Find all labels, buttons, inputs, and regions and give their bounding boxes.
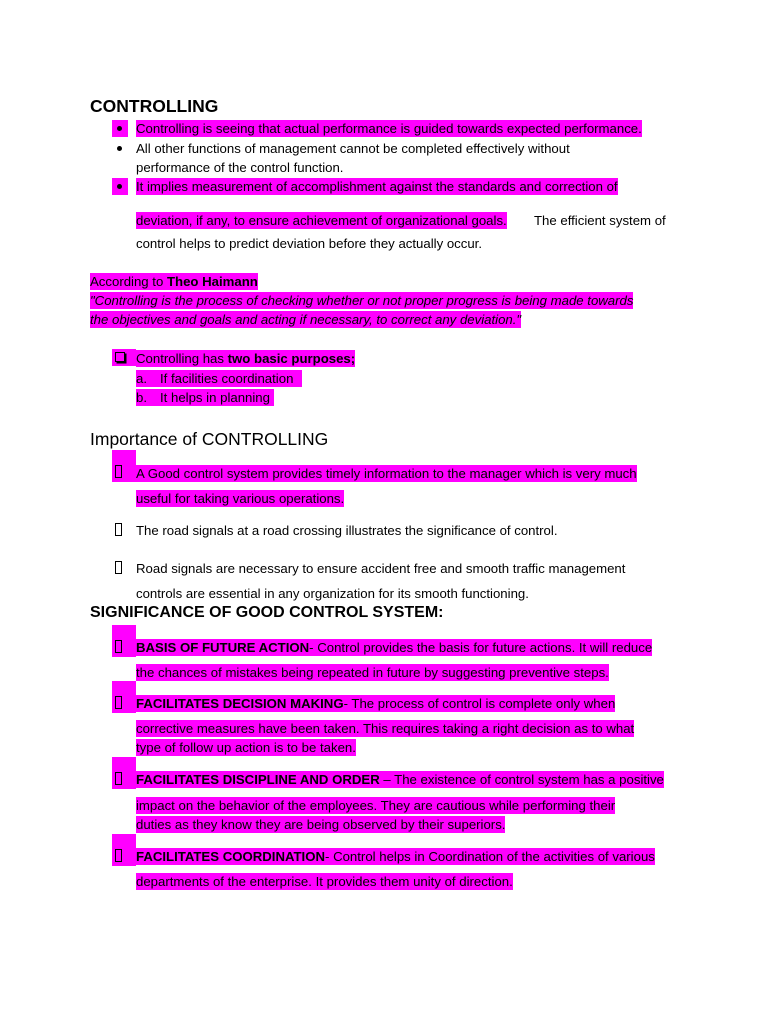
bullet3-text-last: control helps to predict deviation before they actually occur. <box>136 236 483 251</box>
bullet-glyph-icon <box>115 640 122 653</box>
importance1-text-cont: useful for taking various operations. <box>136 491 345 506</box>
heading-controlling: CONTROLLING <box>90 96 219 116</box>
significance1-text-cont: the chances of mistakes being repeated in future by suggesting preventive steps. <box>136 665 609 680</box>
importance3-text: Road signals are necessary to ensure accident free and smooth traffic management <box>136 561 626 576</box>
bullet3-text: It implies measurement of accomplishment against the standards and correction of <box>136 179 618 194</box>
significance3-text: FACILITATES DISCIPLINE AND ORDER – The existence of control system has a positive <box>136 772 664 787</box>
checkbox-bullet-icon <box>115 352 125 362</box>
quote-author: Theo Haimann <box>166 274 258 289</box>
significance2-text-cont: corrective measures have been taken. This requires taking a right decision as to what <box>136 721 635 736</box>
bullet-glyph-icon <box>115 465 122 478</box>
heading-significance: SIGNIFICANCE OF GOOD CONTROL SYSTEM: <box>90 604 444 621</box>
bullet-glyph-icon <box>115 523 122 536</box>
quote-line2: the objectives and goals and acting if necessary, to correct any deviation." <box>90 312 522 327</box>
quote-intro: According to Theo Haimann <box>90 274 258 289</box>
bullet2-text-cont: performance of the control function. <box>136 160 344 175</box>
heading-importance: Importance of CONTROLLING <box>90 429 329 449</box>
significance4-text: FACILITATES COORDINATION- Control helps in Coordination of the activities of various <box>136 849 655 864</box>
significance3-text-last: duties as they know they are being observed by their superiors. <box>136 817 506 832</box>
bullet-dot <box>117 126 122 131</box>
significance1-text: BASIS OF FUTURE ACTION- Control provides the basis for future actions. It will reduce <box>136 640 653 655</box>
bullet3-text-plain: The efficient system of <box>534 213 666 228</box>
bullet-glyph-icon <box>115 561 122 574</box>
significance3-text-cont: impact on the behavior of the employees. They are cautious while performing their <box>136 798 616 813</box>
bullet2-text: All other functions of management cannot be completed effectively without <box>136 141 570 156</box>
significance4-text-cont: departments of the enterprise. It provides them unity of direction. <box>136 874 513 889</box>
bullet-glyph-icon <box>115 772 122 785</box>
bullet3-text-cont: deviation, if any, to ensure achievement of organizational goals. <box>136 213 507 228</box>
purpose-item-a: a. If facilities coordination <box>136 370 302 387</box>
purposes-text: Controlling has two basic purposes; <box>136 351 356 366</box>
bullet-glyph-icon <box>115 696 122 709</box>
significance2-text-last: type of follow up action is to be taken. <box>136 740 356 755</box>
bullet1-text: Controlling is seeing that actual performance is guided towards expected performance. <box>136 121 642 136</box>
importance1-text: A Good control system provides timely information to the manager which is very much <box>136 466 637 481</box>
importance2-text: The road signals at a road crossing illustrates the significance of control. <box>136 523 558 538</box>
significance2-text: FACILITATES DECISION MAKING- The process of control is complete only when <box>136 696 616 711</box>
importance3-text-cont: controls are essential in any organization for its smooth functioning. <box>136 586 529 601</box>
purpose-item-b: b. It helps in planning <box>136 389 274 406</box>
bullet-glyph-icon <box>115 849 122 862</box>
bullet-dot <box>117 146 122 151</box>
bullet-dot <box>117 184 122 189</box>
quote-line1: "Controlling is the process of checking whether or not proper progress is being made towards <box>90 293 634 308</box>
